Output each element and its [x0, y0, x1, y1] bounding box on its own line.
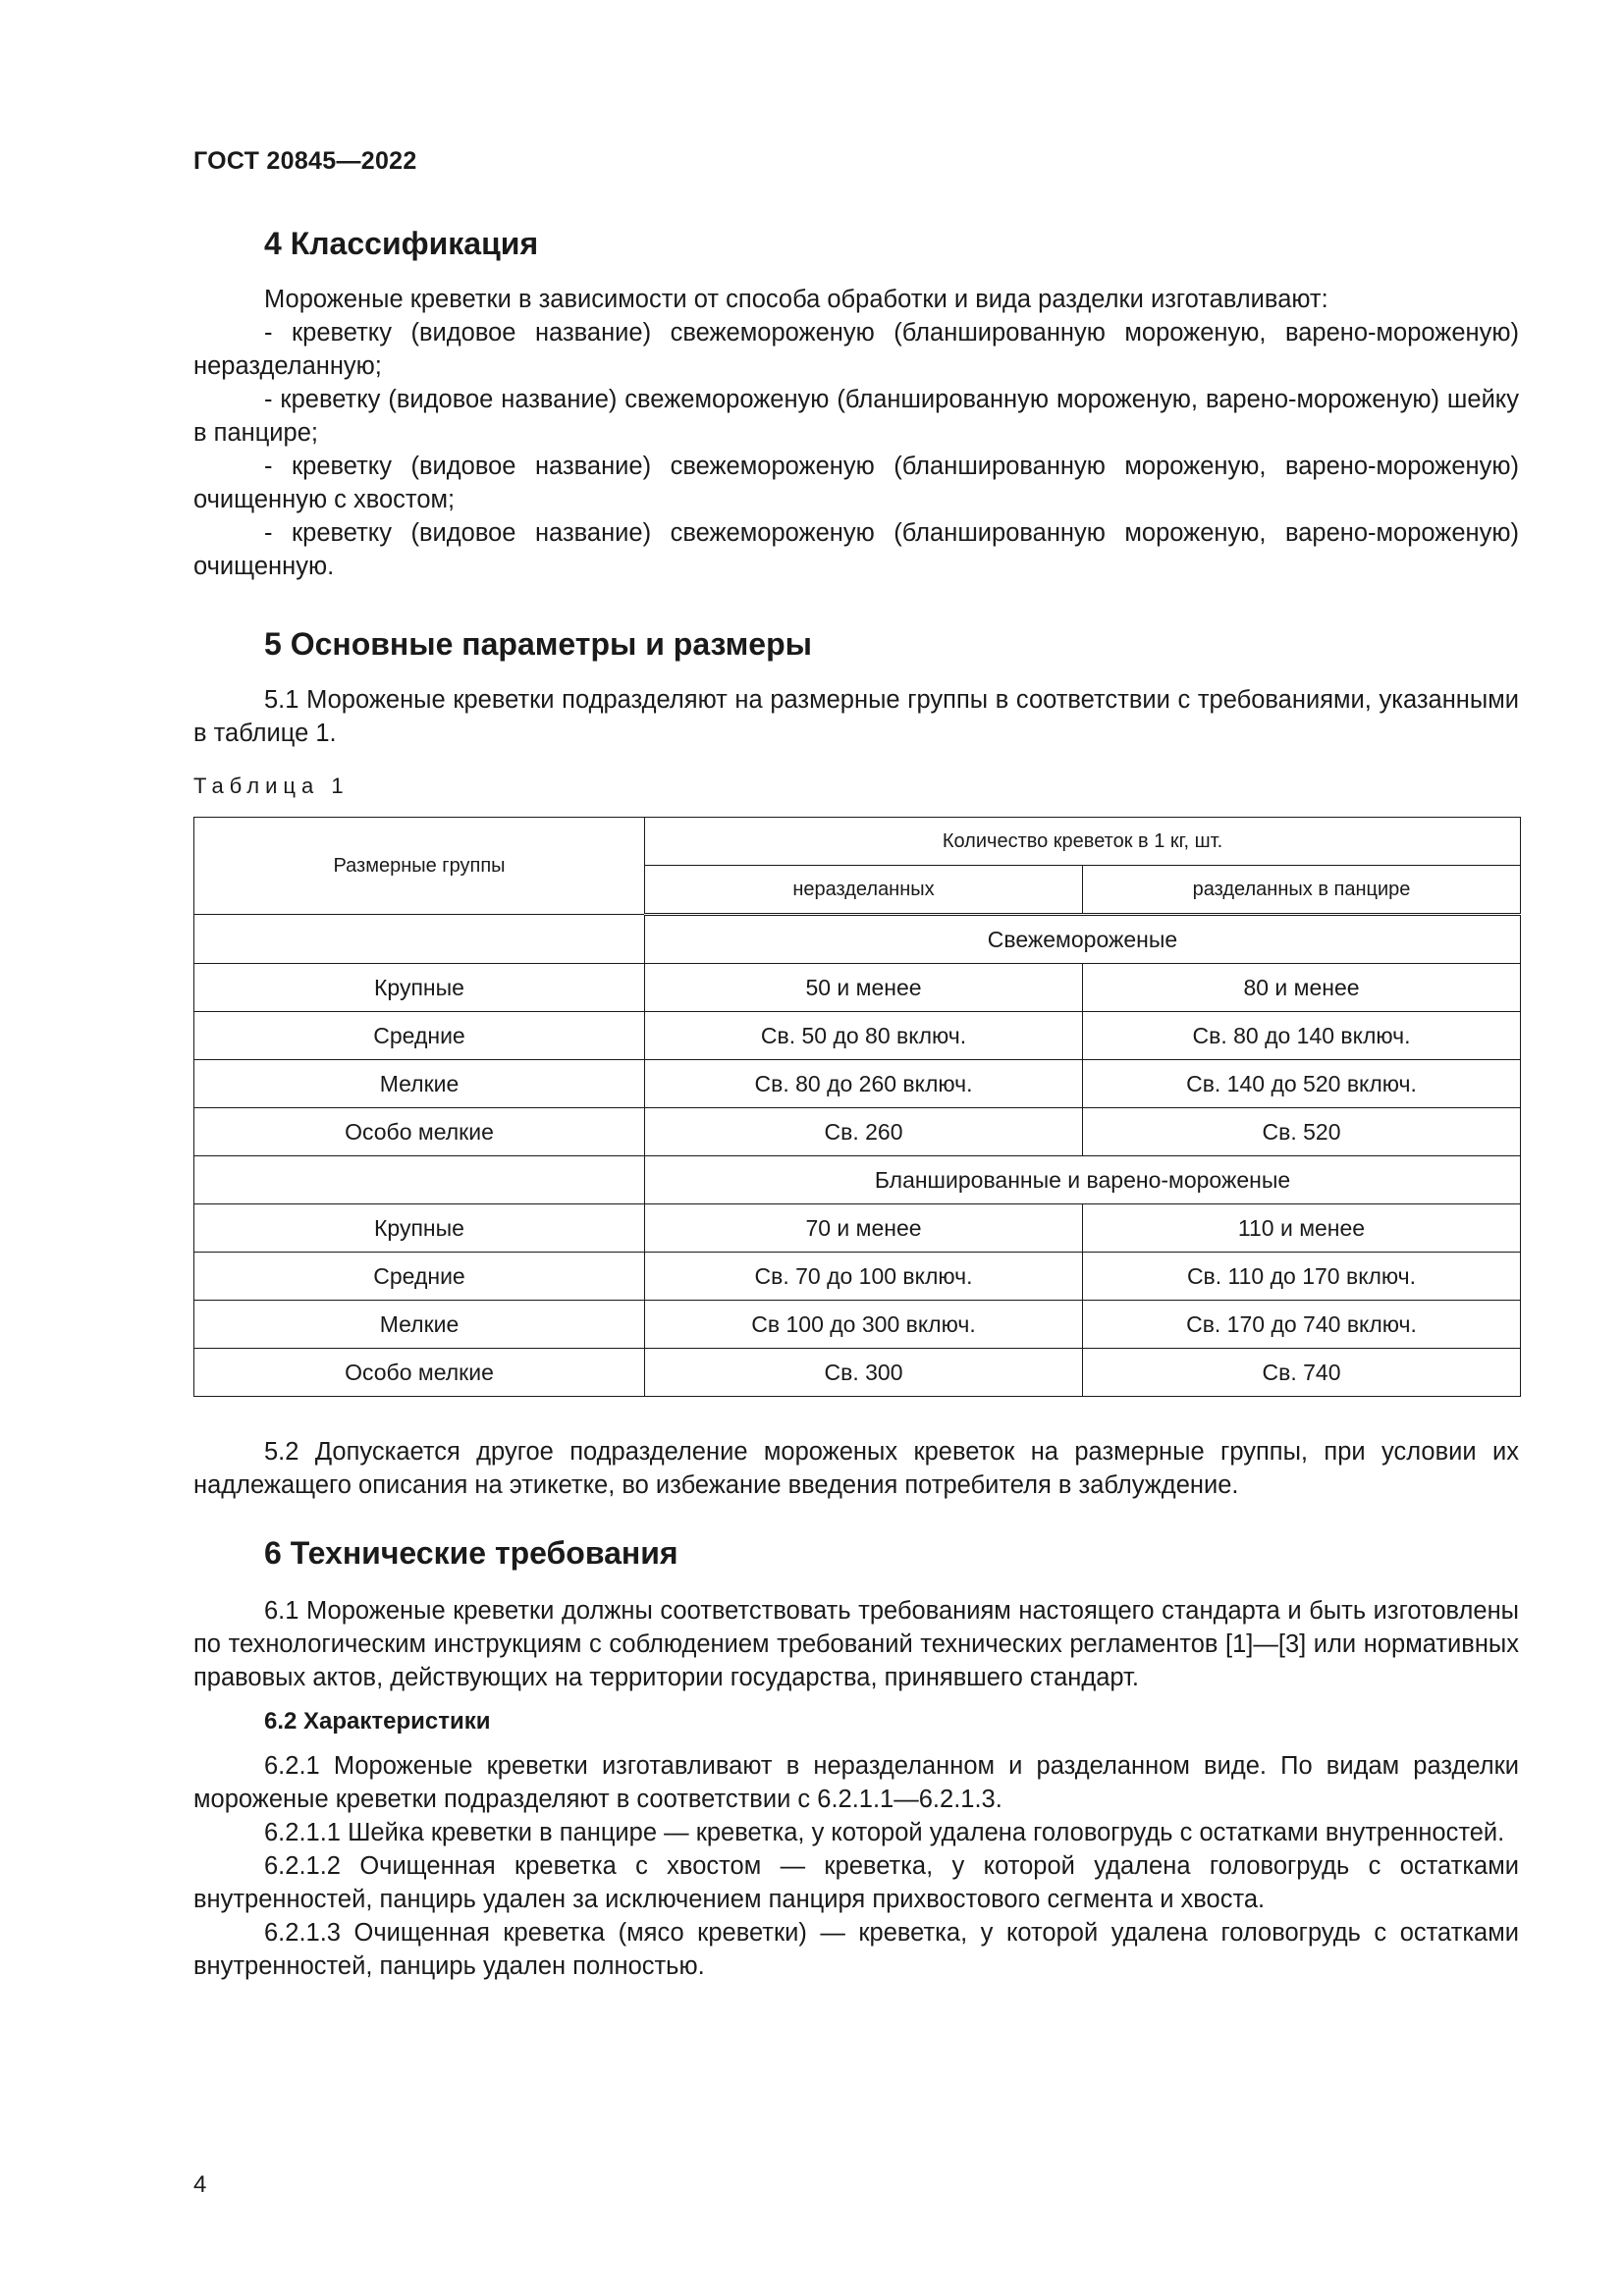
cell-shell: 80 и менее	[1083, 964, 1521, 1012]
paragraph-5-1: 5.1 Мороженые креветки подразделяют на размерные группы в соответствии с требованиями, указанными в таблице 1.	[193, 686, 1519, 747]
cell-shell: Св. 520	[1083, 1108, 1521, 1156]
cell-group: Мелкие	[194, 1060, 645, 1108]
block-spacer	[194, 1156, 645, 1204]
paragraph-6-2-1-3: 6.2.1.3 Очищенная креветка (мясо креветки) — креветка, у которой удалена головогрудь с остатками внутренностей, панцирь удален полностью.	[193, 1919, 1519, 1980]
cell-whole: Св. 300	[645, 1349, 1083, 1397]
header-whole: неразделанных	[645, 866, 1083, 915]
cell-shell: Св. 80 до 140 включ.	[1083, 1012, 1521, 1060]
cell-whole: 70 и менее	[645, 1204, 1083, 1253]
cell-group: Особо мелкие	[194, 1108, 645, 1156]
cell-group: Средние	[194, 1012, 645, 1060]
subsection-6-2-title: 6.2 Характеристики	[264, 1708, 491, 1735]
table-row	[194, 1253, 1521, 1301]
cell-shell: Св. 140 до 520 включ.	[1083, 1060, 1521, 1108]
paragraph-6-2-1-1: 6.2.1.1 Шейка креветки в панцире — креветка, у которой удалена головогрудь с остатками внутренностей.	[264, 1819, 1505, 1846]
cell-shell: 110 и менее	[1083, 1204, 1521, 1253]
header-count-per-kg: Количество креветок в 1 кг, шт.	[645, 818, 1521, 866]
size-groups-table	[193, 817, 1521, 1397]
page-number: 4	[193, 2171, 207, 2198]
table-row	[194, 964, 1521, 1012]
cell-whole: Св 100 до 300 включ.	[645, 1301, 1083, 1349]
cell-group: Мелкие	[194, 1301, 645, 1349]
section-4-item-3: - креветку (видовое название) свежемороженую (бланшированную мороженую, варено-мороженую) очищенную с хвостом;	[193, 453, 1519, 513]
section-classification	[193, 224, 1519, 583]
table-row	[194, 1108, 1521, 1156]
cell-whole: 50 и менее	[645, 964, 1083, 1012]
paragraph-5-2-block	[193, 1435, 1519, 1502]
table-caption: Таблица 1	[193, 774, 350, 798]
cell-whole: Св. 70 до 100 включ.	[645, 1253, 1083, 1301]
header-in-shell: разделанных в панцире	[1083, 866, 1521, 915]
section-4-intro: Мороженые креветки в зависимости от способа обработки и вида разделки изготавливают:	[264, 286, 1328, 313]
table-row	[194, 1349, 1521, 1397]
table-row	[194, 1204, 1521, 1253]
cell-shell: Св. 740	[1083, 1349, 1521, 1397]
table-row	[194, 1060, 1521, 1108]
table-row	[194, 1301, 1521, 1349]
cell-group: Средние	[194, 1253, 645, 1301]
document-code: ГОСТ 20845—2022	[193, 147, 417, 175]
cell-group: Особо мелкие	[194, 1349, 645, 1397]
paragraph-6-2-1: 6.2.1 Мороженые креветки изготавливают в неразделанном и разделанном виде. По видам разделки мороженые креветки подразделяют в соответствии с 6.2.1.1—6.2.1.3.	[193, 1752, 1519, 1813]
section-5-title: 5 Основные параметры и размеры	[264, 626, 812, 662]
cell-whole: Св. 260	[645, 1108, 1083, 1156]
section-6-title: 6 Технические требования	[264, 1535, 678, 1571]
cell-whole: Св. 80 до 260 включ.	[645, 1060, 1083, 1108]
header-size-groups: Размерные группы	[194, 818, 645, 915]
cell-group: Крупные	[194, 1204, 645, 1253]
cell-whole: Св. 50 до 80 включ.	[645, 1012, 1083, 1060]
section-4-title: 4 Классификация	[264, 226, 539, 261]
table-row	[194, 1012, 1521, 1060]
block-title-blanched: Бланшированные и варено-мороженые	[645, 1156, 1521, 1204]
block-spacer	[194, 915, 645, 964]
paragraph-6-1: 6.1 Мороженые креветки должны соответствовать требованиям настоящего стандарта и быть изготовлены по технологическим инструкциям с соблюдением требований технических регламентов [1]—[3] или нормативных правовых актов, действующих на территории государства, принявшего стандарт.	[193, 1597, 1519, 1691]
cell-shell: Св. 170 до 740 включ.	[1083, 1301, 1521, 1349]
section-4-item-4: - креветку (видовое название) свежемороженую (бланшированную мороженую, варено-мороженую) очищенную.	[193, 519, 1519, 580]
paragraph-6-2-1-2: 6.2.1.2 Очищенная креветка с хвостом — креветка, у которой удалена головогрудь с остатками внутренностей, панцирь удален за исключением панциря прихвостового сегмента и хвоста.	[193, 1852, 1519, 1913]
section-4-item-2: - креветку (видовое название) свежемороженую (бланшированную мороженую, варено-мороженую) шейку в панцире;	[193, 386, 1519, 447]
block-title-fresh-frozen: Свежемороженые	[645, 915, 1521, 964]
cell-shell: Св. 110 до 170 включ.	[1083, 1253, 1521, 1301]
section-technical-requirements	[193, 1533, 1519, 1983]
cell-group: Крупные	[194, 964, 645, 1012]
section-4-item-1: - креветку (видовое название) свежемороженую (бланшированную мороженую, варено-мороженую) неразделанную;	[193, 319, 1519, 380]
paragraph-5-2: 5.2 Допускается другое подразделение мороженых креветок на размерные группы, при условии их надлежащего описания на этикетке, во избежание введения потребителя в заблуждение.	[193, 1438, 1519, 1499]
section-parameters	[193, 624, 1519, 750]
